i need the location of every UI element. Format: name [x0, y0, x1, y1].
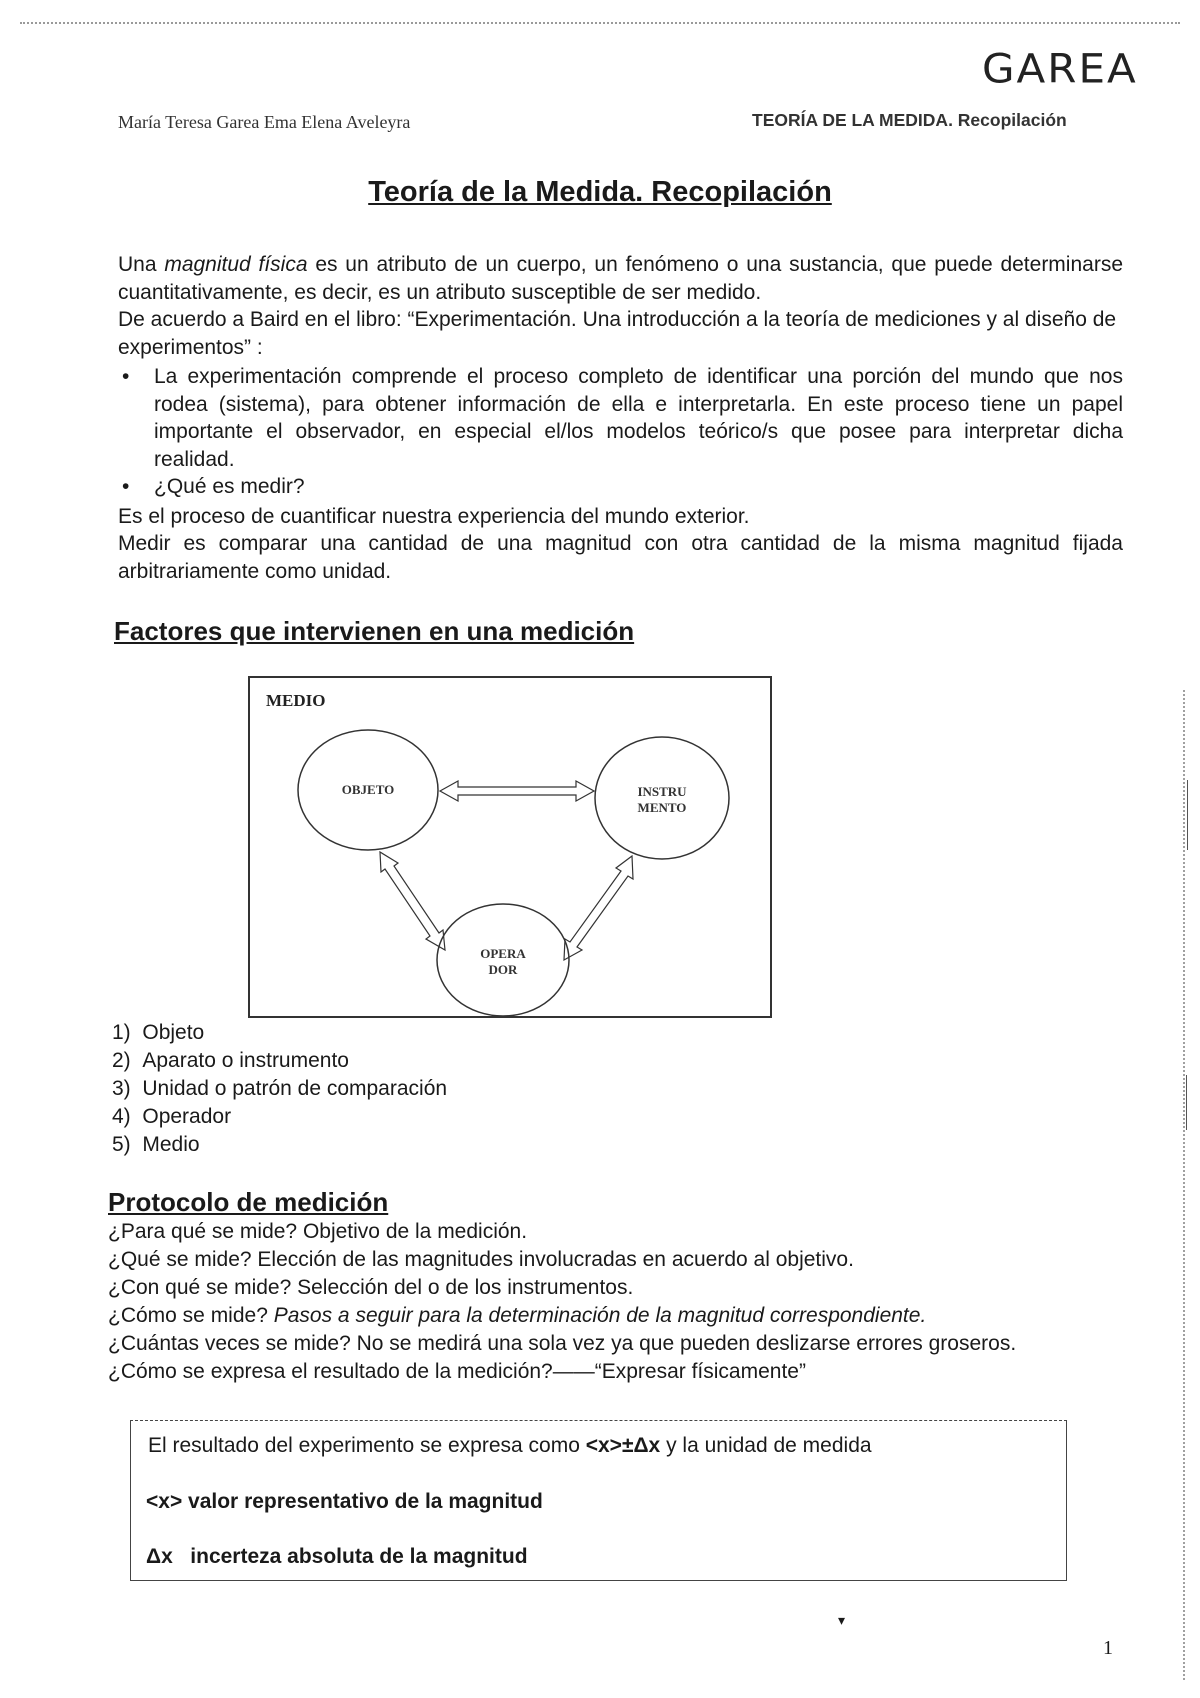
result-suffix: y la unidad de medida [660, 1434, 872, 1457]
measurement-factors-diagram [248, 676, 772, 1018]
representative-value-line: <x> valor representativo de la magnitud [146, 1490, 543, 1513]
double-arrow-objeto-operador [380, 852, 445, 950]
factor-number: 2) [112, 1049, 131, 1072]
factor-text: Objeto [142, 1021, 205, 1044]
intro-paragraph [118, 251, 1123, 306]
factor-text: Operador [142, 1105, 232, 1128]
factor-item [112, 1103, 447, 1131]
protocol-line [108, 1358, 1116, 1386]
protocol-answer: ——“Expresar físicamente” [552, 1360, 806, 1383]
node-instrumento-label-2: MENTO [637, 800, 687, 815]
intro-italic-term: magnitud física [164, 253, 308, 276]
definition-line: Es el proceso de cuantificar nuestra experiencia del mundo exterior. [118, 505, 750, 528]
protocol-answer: Selección del o de los instrumentos. [291, 1276, 634, 1299]
protocol-line [108, 1302, 1116, 1330]
result-expression-line [148, 1434, 872, 1458]
bullet-item [118, 363, 1123, 473]
protocol-question: ¿Cómo se expresa el resultado de la medición? [108, 1360, 553, 1383]
double-arrow-objeto-instrumento [440, 781, 594, 801]
diagram-frame-label: MEDIO [266, 691, 326, 710]
factor-number: 3) [112, 1077, 131, 1100]
header-document-title: TEORÍA DE LA MEDIDA. Recopilación [752, 110, 1067, 130]
double-arrow-instrumento-operador [564, 856, 633, 960]
bullet-list [118, 363, 1123, 501]
absolute-uncertainty-line: Δx incerteza absoluta de la magnitud [146, 1545, 528, 1568]
header-authors: María Teresa Garea Ema Elena Aveleyra [118, 112, 411, 132]
bullet-text: La experimentación comprende el proceso completo de identificar una porción del mundo que nos rodea (sistema), para obtener información de ella e interpretarla. En este proceso tiene un papel importante el observador, en especial el/los modelos teórico/s que posee para interpretar dicha realidad. [154, 365, 1123, 471]
protocol-question: ¿Cómo se mide? [108, 1304, 268, 1327]
result-prefix: El resultado del experimento se expresa como [148, 1434, 586, 1457]
factor-text: Unidad o patrón de comparación [142, 1077, 448, 1100]
factors-list [112, 1019, 447, 1159]
intro-text-prefix: Una [118, 253, 165, 276]
factor-number: 1) [112, 1021, 131, 1044]
factor-number: 4) [112, 1105, 131, 1128]
protocol-answer: Pasos a seguir para la determinación de la magnitud correspondiente. [267, 1304, 927, 1327]
bullet-item [118, 473, 1123, 501]
protocol-question: ¿Con qué se mide? [108, 1276, 292, 1299]
diagram-svg [250, 678, 770, 1016]
handwritten-name: GAREA [982, 45, 1138, 92]
node-operador-label-2: DOR [488, 962, 518, 977]
factor-text: Aparato o instrumento [142, 1049, 349, 1072]
scan-edge-mark [1187, 780, 1188, 850]
node-instrumento-label-1: INSTRU [637, 784, 687, 799]
factor-item [112, 1019, 447, 1047]
page-title: Teoría de la Medida. Recopilación [368, 176, 832, 208]
protocol-answer: Elección de las magnitudes involucradas en acuerdo al objetivo. [251, 1248, 854, 1271]
section-heading-protocol: Protocolo de medición [108, 1187, 389, 1217]
protocol-line [108, 1330, 1116, 1358]
definition-paragraph: Medir es comparar una cantidad de una magnitud con otra cantidad de la misma magnitud fijada arbitrariamente como unidad. [118, 532, 1123, 583]
protocol-question: ¿Qué se mide? [108, 1248, 252, 1271]
baird-reference: De acuerdo a Baird en el libro: “Experimentación. Una introducción a la teoría de mediciones y al diseño de experimentos” : [118, 308, 1117, 359]
protocol-answer: No se medirá una sola vez ya que pueden deslizarse errores groseros. [350, 1332, 1017, 1355]
protocol-question: ¿Para qué se mide? [108, 1220, 298, 1243]
protocol-answer: Objetivo de la medición. [297, 1220, 528, 1243]
factor-number: 5) [112, 1133, 131, 1156]
scan-dotted-border [20, 22, 1180, 26]
page-number: 1 [1103, 1637, 1113, 1659]
protocol-questions [108, 1218, 1116, 1386]
factor-item [112, 1075, 447, 1103]
protocol-line [108, 1274, 1116, 1302]
section-heading-factors: Factores que intervienen en una medición [114, 616, 635, 646]
scan-artifact-mark: ▾ [838, 1612, 846, 1628]
scan-edge-mark [1186, 1075, 1187, 1130]
bullet-text: ¿Qué es medir? [154, 475, 305, 498]
node-operador-label-1: OPERA [480, 946, 526, 961]
protocol-line [108, 1218, 1116, 1246]
intro-text-suffix: es un atributo de un cuerpo, un fenómeno o una sustancia, que puede determinarse cuantitativamente, es decir, es un atributo susceptible de ser medido. [118, 253, 1124, 304]
factor-item [112, 1131, 447, 1159]
bullet-dot: • [122, 475, 130, 498]
protocol-line [108, 1246, 1116, 1274]
bullet-dot: • [122, 365, 130, 388]
result-formula: <x>±Δx [585, 1434, 661, 1457]
factor-item [112, 1047, 447, 1075]
factor-text: Medio [142, 1133, 200, 1156]
protocol-question: ¿Cuántas veces se mide? [108, 1332, 351, 1355]
node-objeto-label: OBJETO [341, 782, 395, 797]
